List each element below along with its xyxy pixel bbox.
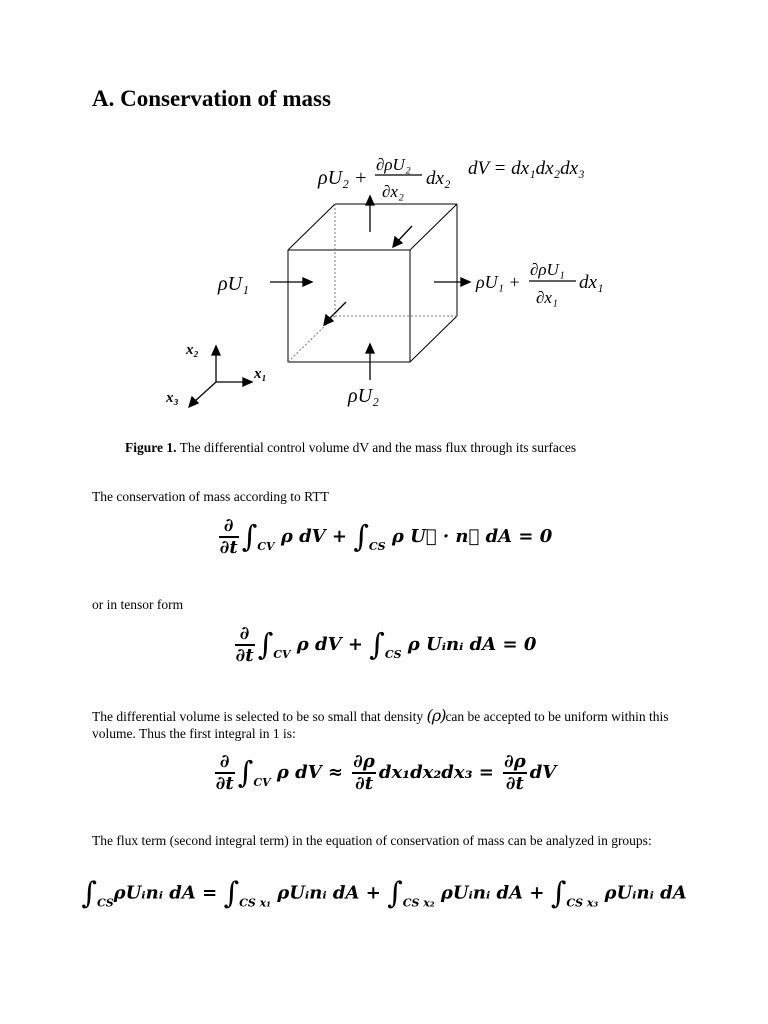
cube <box>288 204 457 362</box>
equation-tensor: $\frac{\partial}{\partial t}$ $\int_{CV}$ ρ dV + $\int_{CS}$ ρ Uᵢnᵢ dA = 0 <box>235 623 537 666</box>
arrow-right <box>434 278 470 286</box>
label-left: ρU₁ <box>218 273 249 295</box>
paragraph-flux: The flux term (second integral term) in the equation of conservation of mass can be analyzed in groups: <box>92 833 652 848</box>
arrow-back <box>393 226 412 247</box>
label-right: ρU₁ + <box>476 272 521 292</box>
label-top-den: ∂x₂ <box>382 182 404 201</box>
label-right-dx: dx₁ <box>579 272 604 293</box>
label-top: ρU₂ + <box>318 167 368 189</box>
caption-label: Figure 1. <box>125 440 177 455</box>
equation-first-integral: $\frac{\partial}{\partial t}$ $\int_{CV}$ ρ dV ≈ $\frac{\partial\rho}{\partial t}$ dx₁dx₂dx₃ = $\frac{\partial\rho}{\partial t}$ dV <box>215 751 557 794</box>
label-bottom: ρU₂ <box>348 385 379 407</box>
axis-label-x1: x₁ <box>254 366 267 382</box>
paragraph-rtt: The conservation of mass according to RTT <box>92 489 329 504</box>
equation-rtt: $\frac{\partial}{\partial t}$ $\int_{CV}$ ρ dV + $\int_{CS}$ ρ U⃗ · n⃗ dA = 0 <box>219 515 553 558</box>
label-right-den: ∂x₁ <box>536 288 558 307</box>
arrow-top <box>366 196 374 232</box>
caption-text: The differential control volume dV and the mass flux through its surfaces <box>176 440 577 455</box>
axis-label-x2: x₂ <box>186 342 199 358</box>
arrow-left <box>270 278 312 286</box>
label-top-num: ∂ρU₂ <box>376 155 411 174</box>
control-volume-figure <box>150 140 620 420</box>
axis-label-x3: x₃ <box>166 390 179 406</box>
label-right-num: ∂ρU₁ <box>530 260 565 279</box>
label-dv: dV = dx₁dx₂dx₃ <box>468 158 585 179</box>
paragraph-density: The differential volume is selected to be so small that density (ρ)can be accepted to be uniform within this volume. Thus the first integral in 1 is: <box>92 706 669 741</box>
label-top-dx: dx₂ <box>426 168 451 189</box>
section-heading: A. Conservation of mass <box>92 86 331 111</box>
paragraph-tensor: or in tensor form <box>92 597 184 612</box>
equation-flux-groups: $\int_{CS}\rho Uᵢnᵢ$ dA = $\int_{CS x_1}$ ρUᵢnᵢ dA + $\int_{CS x_2}$ ρUᵢnᵢ dA + $\int_{CS x_3}$ ρUᵢnᵢ dA <box>81 876 687 911</box>
figure-caption <box>125 440 576 456</box>
